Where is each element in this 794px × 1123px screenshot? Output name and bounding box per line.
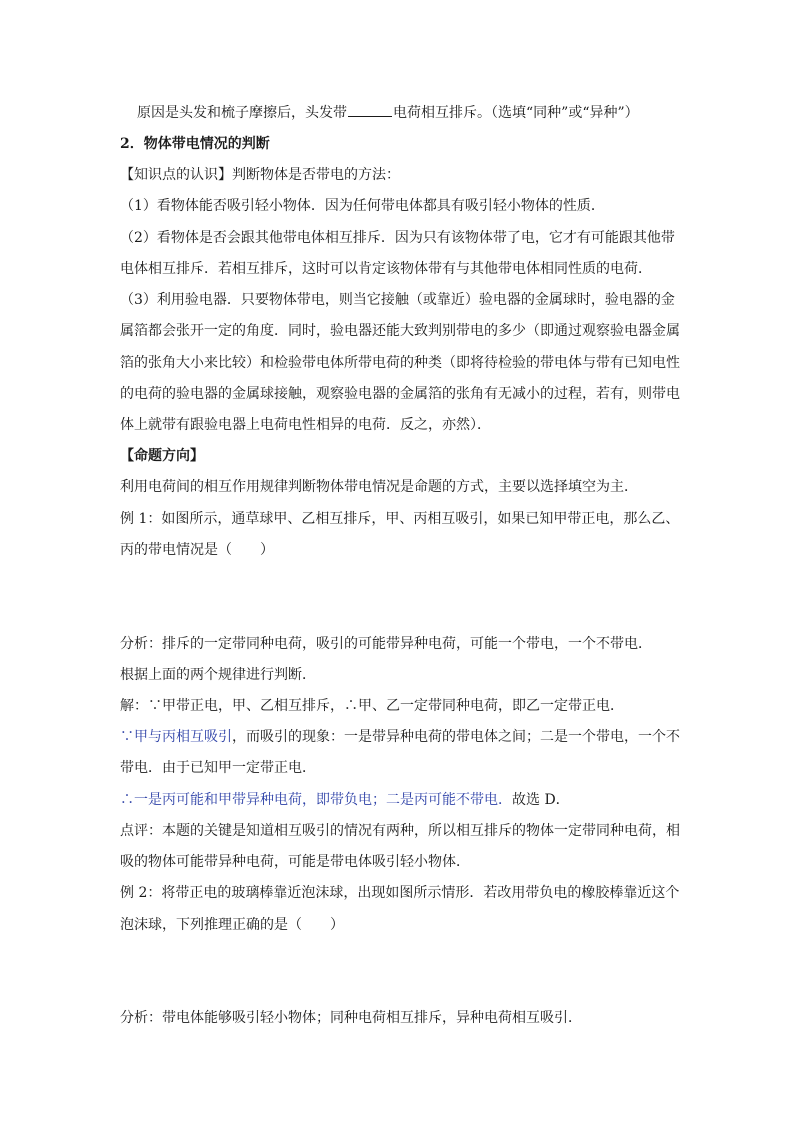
- intro-text-after: 电荷相互排斥。（选填“同种”或“异种”）: [393, 105, 639, 121]
- method-2-line-1: （2）看物体是否会跟其他带电体相互排斥．因为只有该物体带了电，它才有可能跟其他带: [120, 230, 675, 246]
- intro-line: [137, 102, 697, 123]
- knowledge-heading: 【知识点的认识】判断物体是否带电的方法：: [120, 167, 400, 183]
- example-2-question-line-1: 例 2：将带正电的玻璃棒靠近泡沫球，出现如图所示情形．若改用带负电的橡胶棒靠近这个: [120, 885, 680, 901]
- example-1-analysis-line-2: 根据上面的两个规律进行判断．: [120, 667, 316, 683]
- section-title: 2．物体带电情况的判断: [120, 136, 270, 152]
- example-1-question-line-2: 丙的带电情况是（ ）: [120, 542, 274, 558]
- example-1-solution-line-1: 解：∵甲带正电，甲、乙相互排斥，∴甲、乙一定带同种电荷，即乙一定带正电．: [120, 698, 624, 714]
- fill-blank: [348, 102, 392, 117]
- example-1-solution-line-3: 带电．由于已知甲一定带正电．: [120, 760, 316, 776]
- example-1-question-line-1: 例 1：如图所示，通草球甲、乙相互排斥，甲、丙相互吸引，如果已知甲带正电，那么乙、: [120, 511, 680, 527]
- intro-text-before: 原因是头发和梳子摩擦后，头发带: [137, 105, 347, 121]
- example-2-analysis: 分析：带电体能够吸引轻小物体；同种电荷相互排斥，异种电荷相互吸引．: [120, 1010, 582, 1026]
- solution-text: ，而吸引的现象：一是带异种电荷的带电体之间；二是一个带电，一个不: [232, 729, 680, 745]
- method-3-line-4: 的电荷的验电器的金属球接触，观察验电器的金属箔的张角有无减小的过程，若有，则带电: [120, 386, 680, 402]
- method-3-line-1: （3）利用验电器．只要物体带电，则当它接触（或靠近）验电器的金属球时，验电器的金: [120, 292, 675, 308]
- direction-text: 利用电荷间的相互作用规律判断物体带电情况是命题的方式，主要以选择填空为主．: [120, 479, 638, 495]
- method-1: （1）看物体能否吸引轻小物体．因为任何带电体都具有吸引轻小物体的性质．: [120, 198, 605, 214]
- example-1-comment-line-1: 点评：本题的关键是知道相互吸引的情况有两种，所以相互排斥的物体一定带同种电荷，相: [120, 823, 680, 839]
- example-2-question-line-2: 泡沫球，下列推理正确的是（ ）: [120, 917, 344, 933]
- method-2-line-2: 电体相互排斥．若相互排斥，这时可以肯定该物体带有与其他带电体相同性质的电荷．: [120, 261, 652, 277]
- method-3-line-3: 箔的张角大小来比较）和检验带电体所带电荷的种类（即将待检验的带电体与带有已知电性: [120, 355, 680, 371]
- example-1-analysis-line-1: 分析：排斥的一定带同种电荷，吸引的可能带异种电荷，可能一个带电，一个不带电．: [120, 636, 652, 652]
- direction-heading: 【命题方向】: [120, 448, 204, 464]
- method-3-line-2: 属箔都会张开一定的角度．同时，验电器还能大致判别带电的多少（即通过观察验电器金属: [120, 323, 680, 339]
- solution-highlight: ∵甲与丙相互吸引: [120, 729, 232, 745]
- method-3-line-5: 体上就带有跟验电器上电荷电性相异的电荷．反之，亦然）．: [120, 417, 491, 433]
- solution-conclusion-highlight: ∴一是丙可能和甲带异种电荷，即带负电；二是丙可能不带电．: [120, 792, 512, 808]
- solution-answer: 故选 D．: [512, 792, 570, 808]
- example-1-solution-line-4: [120, 790, 680, 810]
- example-1-comment-line-2: 吸的物体可能带异种电荷，可能是带电体吸引轻小物体．: [120, 854, 470, 870]
- example-1-solution-line-2: [120, 727, 680, 747]
